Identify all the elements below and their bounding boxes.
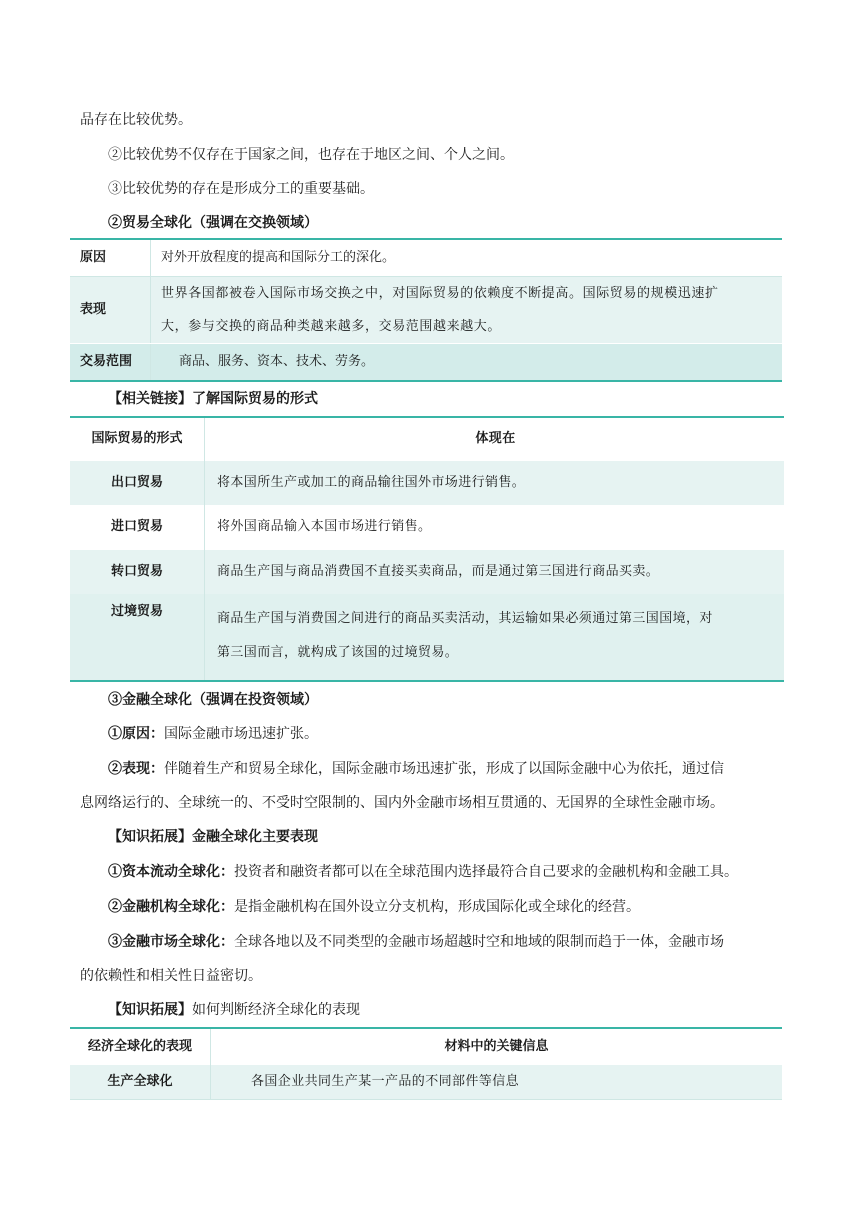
column-header: 国际贸易的形式	[70, 417, 205, 461]
paragraph-label: ③金融市场全球化：	[108, 934, 234, 950]
paragraph: 的依赖性和相关性日益密切。	[80, 968, 262, 984]
row-value: 各国企业共同生产某一产品的不同部件等信息	[211, 1065, 783, 1100]
table-row	[70, 461, 784, 506]
row-key: 出口贸易	[70, 461, 205, 506]
paragraph-label: ①资本流动全球化：	[108, 864, 234, 880]
row-value-line: 大，参与交换的商品种类越来越多，交易范围越来越大。	[161, 319, 502, 334]
section-heading-trade: ②贸易全球化（强调在交换领域）	[108, 215, 318, 231]
table-header-row	[70, 1028, 782, 1065]
paragraph: 品存在比较优势。	[80, 112, 192, 128]
trade-forms-table	[70, 416, 784, 682]
globalization-judgment-table	[70, 1027, 782, 1100]
table-row	[70, 505, 784, 550]
table-row	[70, 594, 784, 681]
row-value: 对外开放程度的提高和国际分工的深化。	[151, 239, 783, 277]
table-row	[70, 239, 782, 277]
knowledge-extension-heading	[108, 1000, 360, 1020]
row-key: 原因	[70, 239, 151, 277]
row-key: 表现	[70, 277, 151, 344]
column-header: 经济全球化的表现	[70, 1028, 211, 1065]
paragraph	[108, 897, 640, 917]
row-value-line: 商品生产国与消费国之间进行的商品买卖活动，其运输如果必须通过第三国国境，对	[217, 611, 713, 626]
paragraph-text: 国际金融市场迅速扩张。	[164, 726, 318, 742]
row-key: 转口贸易	[70, 550, 205, 595]
paragraph-label: ②金融机构全球化：	[108, 899, 234, 915]
knowledge-extension-heading: 【知识拓展】金融全球化主要表现	[108, 829, 318, 845]
paragraph: ②比较优势不仅存在于国家之间，也存在于地区之间、个人之间。	[108, 147, 514, 163]
paragraph	[108, 932, 724, 952]
row-key: 进口贸易	[70, 505, 205, 550]
related-link-heading: 【相关链接】了解国际贸易的形式	[108, 391, 318, 407]
table-row	[70, 277, 782, 344]
row-key: 过境贸易	[70, 594, 205, 681]
paragraph-label: ②表现：	[108, 761, 164, 777]
row-value	[151, 277, 783, 344]
paragraph-text: 伴随着生产和贸易全球化，国际金融市场迅速扩张，形成了以国际金融中心为依托，通过信	[164, 761, 724, 777]
table-row	[70, 344, 782, 382]
paragraph	[108, 724, 318, 744]
paragraph-text: 投资者和融资者都可以在全球范围内选择最符合自己要求的金融机构和金融工具。	[234, 864, 738, 880]
row-value: 商品生产国与商品消费国不直接买卖商品，而是通过第三国进行商品买卖。	[205, 550, 785, 595]
paragraph	[108, 862, 738, 882]
row-value-line: 世界各国都被卷入国际市场交换之中，对国际贸易的依赖度不断提高。国际贸易的规模迅速扩	[161, 286, 719, 301]
heading-label: 【知识拓展】	[108, 1002, 192, 1018]
paragraph-text: 全球各地以及不同类型的金融市场超越时空和地域的限制而趋于一体，金融市场	[234, 934, 724, 950]
trade-globalization-table	[70, 238, 782, 382]
paragraph-label: ①原因：	[108, 726, 164, 742]
table-row	[70, 550, 784, 595]
row-key: 交易范围	[70, 344, 151, 382]
table-row	[70, 1065, 782, 1100]
column-header: 体现在	[205, 417, 785, 461]
column-header: 材料中的关键信息	[211, 1028, 783, 1065]
row-value: 将外国商品输入本国市场进行销售。	[205, 505, 785, 550]
row-value: 将本国所生产或加工的商品输往国外市场进行销售。	[205, 461, 785, 506]
row-key: 生产全球化	[70, 1065, 211, 1100]
heading-text: 如何判断经济全球化的表现	[192, 1002, 360, 1018]
row-value: 商品、服务、资本、技术、劳务。	[151, 344, 783, 382]
paragraph: 息网络运行的、全球统一的、不受时空限制的、国内外金融市场相互贯通的、无国界的全球性金融市场。	[80, 795, 724, 811]
paragraph: ③比较优势的存在是形成分工的重要基础。	[108, 181, 374, 197]
paragraph-text: 是指金融机构在国外设立分支机构，形成国际化或全球化的经营。	[234, 899, 640, 915]
table-header-row	[70, 417, 784, 461]
paragraph	[108, 759, 724, 779]
row-value	[205, 594, 785, 681]
section-heading-finance: ③金融全球化（强调在投资领域）	[108, 692, 318, 708]
row-value-line: 第三国而言，就构成了该国的过境贸易。	[217, 645, 459, 660]
